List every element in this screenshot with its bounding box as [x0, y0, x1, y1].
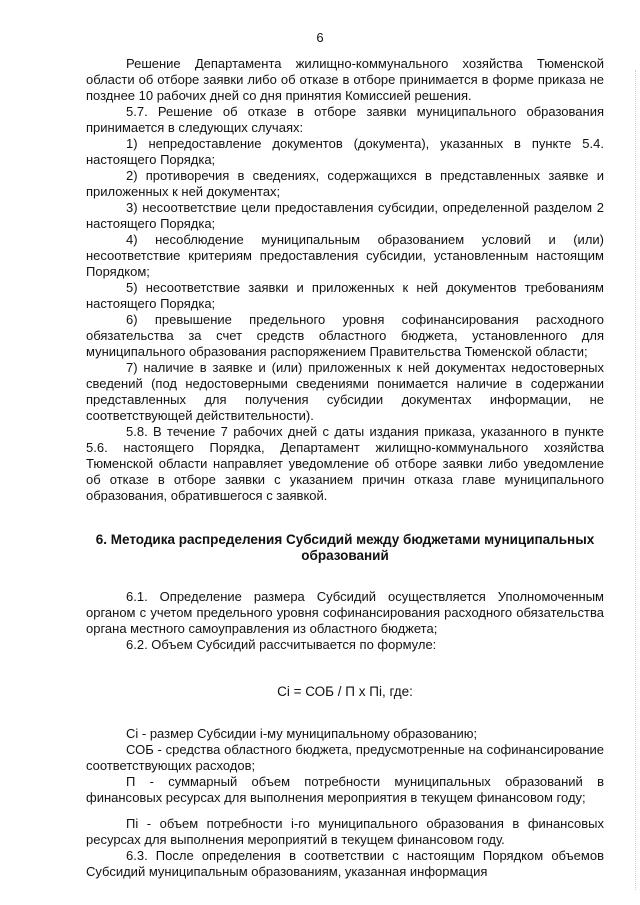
paragraph-5-8: 5.8. В течение 7 рабочих дней с даты издания приказа, указанного в пункте 5.6. настоящего Порядка, Департамент жилищно-коммунального хозяйства Тюменской области направляет уведомление об отборе заявки либо уведомление об отказе в отборе заявки с указанием причин отказа главе муниципального образования, обратившегося с заявкой. [86, 424, 604, 503]
list-item-2: 2) противоречия в сведениях, содержащихся в представленных заявке и приложенных к ней документах; [86, 168, 604, 199]
list-item-6: 6) превышение предельного уровня софинансирования расходного обязательства за счет средств областного бюджета, установленного для муниципального образования распоряжением Правительства Тюменской области; [86, 312, 604, 359]
formula: Сi = СОБ / П х Пi, где: [277, 684, 413, 699]
document-body [86, 56, 604, 880]
paragraph-5-7: 5.7. Решение об отказе в отборе заявки муниципального образования принимается в следующих случаях: [86, 104, 604, 135]
scan-edge-marks [633, 70, 636, 890]
definition-pi: Пi - объем потребности i-го муниципального образования в финансовых ресурсах для выполнения мероприятий в текущем финансовом году. [86, 816, 604, 847]
paragraph-6-1: 6.1. Определение размера Субсидий осуществляется Уполномоченным органом с учетом предельного уровня софинансирования расходного обязательства органа местного самоуправления из областного бюджета; [86, 589, 604, 636]
page-number: 6 [316, 30, 324, 45]
list-item-7: 7) наличие в заявке и (или) приложенных к ней документах недостоверных сведений (под недостоверными сведениями понимается наличие в содержании представленных для получения субсидии документах информации, не соответствующей действительности). [86, 360, 604, 423]
paragraph-decision: Решение Департамента жилищно-коммунального хозяйства Тюменской области об отборе заявки либо об отказе в отборе принимается в форме приказа не позднее 10 рабочих дней со дня принятия Комиссией решения. [86, 56, 604, 103]
list-item-4: 4) несоблюдение муниципальным образованием условий и (или) несоответствие критериям предоставления субсидии, установленным настоящим Порядком; [86, 232, 604, 279]
paragraph-6-3: 6.3. После определения в соответствии с настоящим Порядком объемов Субсидий муниципальным образованиям, указанная информация [86, 848, 604, 879]
definition-ci: Сi - размер Субсидии i-му муниципальному образованию; [126, 726, 478, 741]
list-item-5: 5) несоответствие заявки и приложенных к ней документов требованиям настоящего Порядка; [86, 280, 604, 311]
paragraph-6-2: 6.2. Объем Субсидий рассчитывается по формуле: [126, 637, 437, 652]
definition-p: П - суммарный объем потребности муниципальных образований в финансовых ресурсах для выполнения мероприятия в текущем финансовом году; [86, 774, 604, 805]
section-6-title: 6. Методика распределения Субсидий между бюджетами муниципальных образований [95, 532, 595, 563]
definition-sob: СОБ - средства областного бюджета, предусмотренные на софинансирование соответствующих расходов; [86, 742, 604, 773]
list-item-1: 1) непредоставление документов (документа), указанных в пункте 5.4. настоящего Порядка; [86, 136, 604, 167]
list-item-3: 3) несоответствие цели предоставления субсидии, определенной разделом 2 настоящего Порядка; [86, 200, 604, 231]
